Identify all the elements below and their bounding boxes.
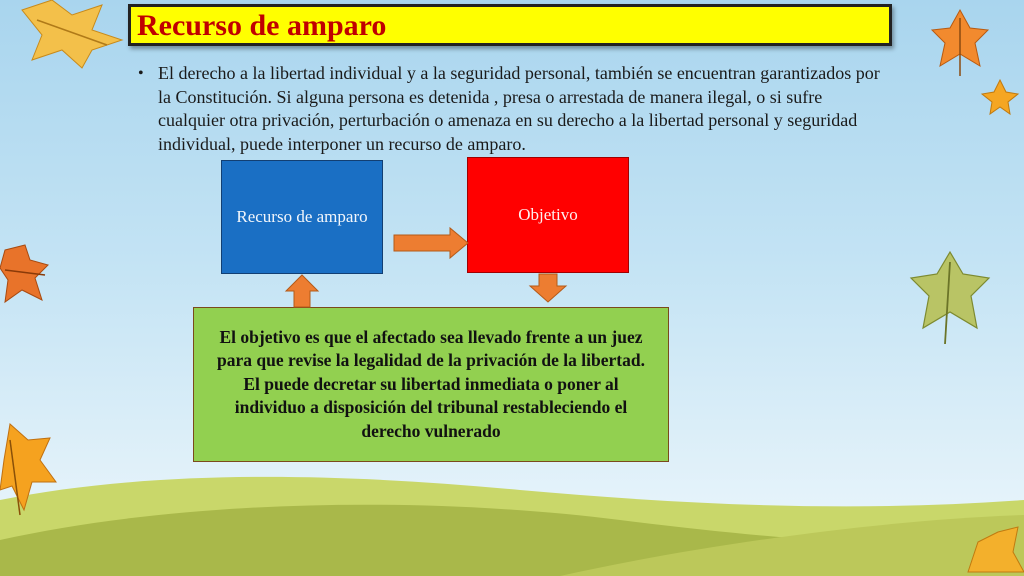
bullet-dot-icon: • <box>138 65 144 82</box>
recurso-de-amparo-box <box>221 160 383 274</box>
slide-title: Recurso de amparo <box>137 9 387 42</box>
arrow-right-icon <box>392 226 470 260</box>
leaf-icon <box>12 0 132 70</box>
arrow-down-icon <box>528 272 568 304</box>
leaf-icon <box>0 420 60 520</box>
objective-description-text: El objetivo es que el afectado sea llevado frente a un juez para que revise la legalidad de la privación de la libertad. El puede decretar su libertad inmediata o poner al individuo a disposición del tribunal restableciendo el derecho vulnerado <box>217 326 645 441</box>
title-bar <box>128 4 892 46</box>
objective-description-box <box>193 307 669 462</box>
bullet-item <box>138 62 888 156</box>
leaf-icon <box>905 248 995 348</box>
leaf-icon <box>0 240 50 310</box>
leaf-icon <box>980 78 1020 116</box>
leaf-icon <box>930 8 990 78</box>
recurso-de-amparo-label: Recurso de amparo <box>236 207 368 226</box>
objetivo-box <box>467 157 629 273</box>
arrow-up-icon <box>284 273 320 309</box>
objetivo-label: Objetivo <box>518 205 578 224</box>
leaf-icon <box>958 522 1024 576</box>
bullet-text: El derecho a la libertad individual y a la seguridad personal, también se encuentran garantizados por la Constitución. Si alguna persona es detenida , presa o arrestada de manera ilegal, o si sufre cualquier otra privación, perturbación o amenaza en su derecho a la libertad personal y seguridad individual, puede interponer un recurso de amparo. <box>158 63 880 154</box>
